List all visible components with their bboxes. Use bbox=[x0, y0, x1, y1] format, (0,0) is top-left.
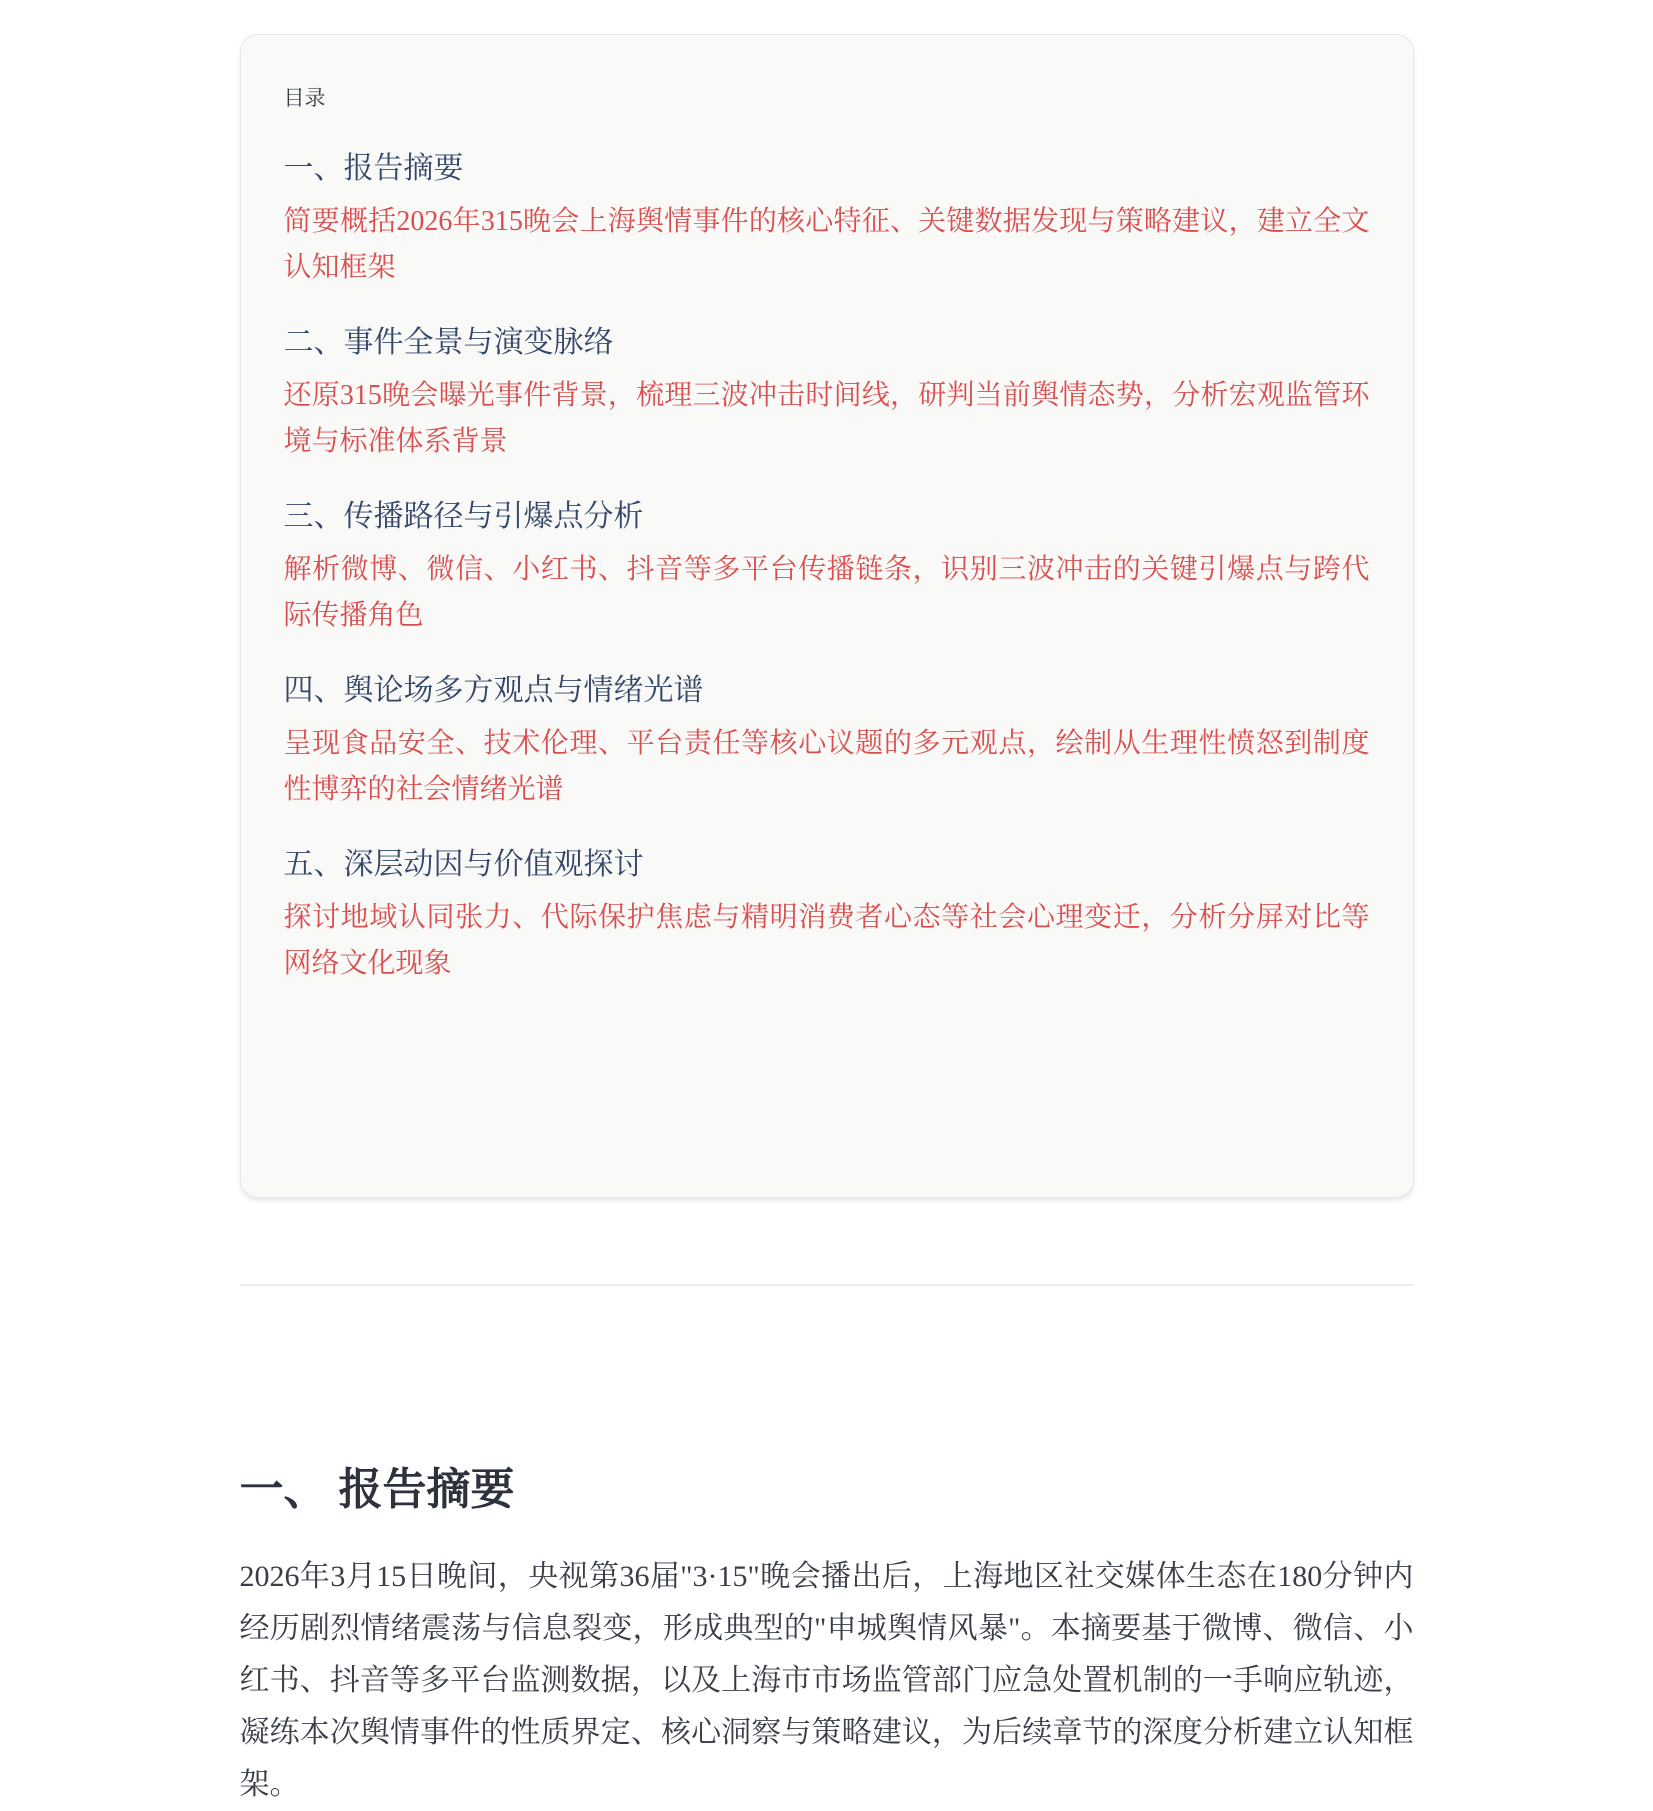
toc-item-heading[interactable]: 三、传播路径与引爆点分析 bbox=[283, 500, 644, 533]
toc-item-description: 还原315晚会曝光事件背景，梳理三波冲击时间线，研判当前舆情态势，分析宏观监管环境与标准体系背景 bbox=[283, 380, 1370, 457]
toc-item-heading[interactable]: 一、报告摘要 bbox=[283, 152, 464, 185]
section-divider bbox=[240, 1284, 1414, 1286]
toc-item-description: 解析微博、微信、小红书、抖音等多平台传播链条，识别三波冲击的关键引爆点与跨代际传播角色 bbox=[283, 554, 1370, 631]
toc-item-description: 探讨地域认同张力、代际保护焦虑与精明消费者心态等社会心理变迁，分析分屏对比等网络文化现象 bbox=[283, 902, 1370, 979]
toc-item bbox=[284, 671, 1370, 813]
toc-item-heading[interactable]: 二、事件全景与演变脉络 bbox=[283, 326, 614, 359]
toc-item-heading[interactable]: 五、深层动因与价值观探讨 bbox=[283, 848, 644, 881]
toc-card bbox=[240, 34, 1414, 1198]
toc-item bbox=[284, 149, 1370, 291]
toc-item bbox=[284, 845, 1370, 987]
toc-title: 目录 bbox=[283, 86, 326, 110]
toc-item-description: 呈现食品安全、技术伦理、平台责任等核心议题的多元观点，绘制从生理性愤怒到制度性博弈的社会情绪光谱 bbox=[283, 728, 1370, 805]
report-page bbox=[240, 0, 1414, 1811]
toc-list bbox=[284, 149, 1370, 987]
toc-item-heading[interactable]: 四、舆论场多方观点与情绪光谱 bbox=[283, 674, 704, 707]
toc-item-description: 简要概括2026年315晚会上海舆情事件的核心特征、关键数据发现与策略建议，建立全文认知框架 bbox=[283, 206, 1370, 283]
chapter-heading: 一、 报告摘要 bbox=[239, 1465, 515, 1514]
toc-item bbox=[284, 497, 1370, 639]
toc-item bbox=[284, 323, 1370, 465]
chapter-summary-paragraph: 2026年3月15日晚间，央视第36届"3·15"晚会播出后，上海地区社交媒体生态在180分钟内经历剧烈情绪震荡与信息裂变，形成典型的"申城舆情风暴"。本摘要基于微博、微信、小红书、抖音等多平台监测数据，以及上海市市场监管部门应急处置机制的一手响应轨迹，凝练本次舆情事件的性质界定、核心洞察与策略建议，为后续章节的深度分析建立认知框架。 bbox=[239, 1559, 1414, 1801]
